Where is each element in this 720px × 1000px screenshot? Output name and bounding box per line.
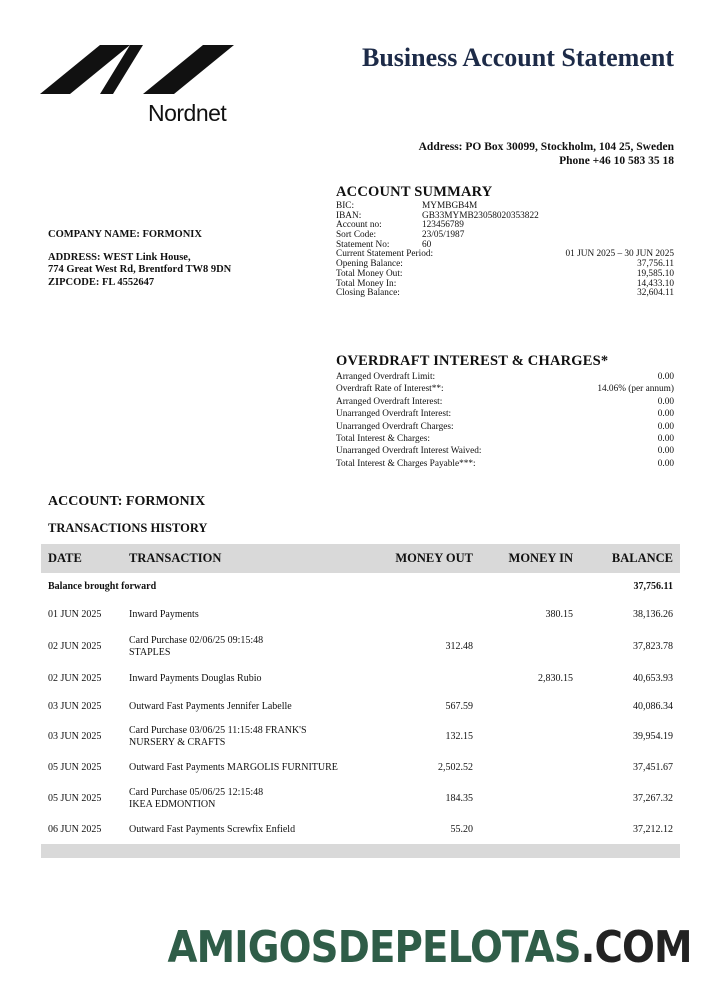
table-row: 03 JUN 2025 Outward Fast Payments Jennifer Labelle 567.59 40,086.34	[48, 700, 673, 712]
watermark-tld: .COM	[580, 922, 692, 973]
bank-address: Address: PO Box 30099, Stockholm, 104 25, Sweden	[418, 141, 674, 153]
summary-total-row: Total Money Out: 19,585.10	[336, 268, 674, 279]
overdraft-row: Total Interest & Charges: 0.00	[336, 433, 674, 444]
table-row: 02 JUN 2025 Inward Payments Douglas Rubio 2,830.15 40,653.93	[48, 672, 673, 684]
watermark	[168, 922, 692, 973]
summary-row: BIC: MYMBGB4M	[336, 201, 478, 211]
header-money-out: MONEY OUT	[395, 551, 473, 565]
header-money-in: MONEY IN	[508, 551, 573, 565]
summary-row: IBAN: GB33MYMB23058020353822	[336, 210, 539, 221]
brought-forward-balance: 37,756.11	[633, 580, 673, 592]
logo-mark-icon	[40, 42, 240, 98]
overdraft-row: Unarranged Overdraft Charges: 0.00	[336, 421, 674, 432]
overdraft-heading: OVERDRAFT INTEREST & CHARGES*	[336, 353, 609, 369]
summary-row: Sort Code: 23/05/1987	[336, 230, 465, 241]
summary-total-row: Closing Balance: 32,604.11	[336, 288, 674, 299]
account-summary-heading: ACCOUNT SUMMARY	[336, 184, 493, 200]
overdraft-section	[336, 353, 674, 470]
header-transaction: TRANSACTION	[129, 551, 222, 565]
document-title: Business Account Statement	[361, 43, 674, 72]
table-footer-bar	[41, 844, 680, 858]
overdraft-row: Total Interest & Charges Payable***: 0.00	[336, 458, 674, 469]
logo-wordmark: Nordnet	[148, 100, 227, 126]
transactions-history-label: TRANSACTIONS HISTORY	[48, 521, 208, 535]
transactions-table	[41, 544, 680, 858]
table-row: 05 JUN 2025 Card Purchase 05/06/25 12:15:48 IKEA EDMONTION 184.35 37,267.32	[48, 787, 673, 810]
overdraft-row: Overdraft Rate of Interest**: 14.06% (per annum)	[336, 384, 674, 395]
table-row: 03 JUN 2025 Card Purchase 03/06/25 11:15:48 FRANK'S NURSERY & CRAFTS 132.15 39,954.19	[48, 725, 673, 748]
company-name: COMPANY NAME: FORMONIX	[48, 229, 202, 240]
bank-phone: Phone +46 10 583 35 18	[559, 155, 674, 167]
header-balance: BALANCE	[611, 551, 673, 565]
company-zipcode: ZIPCODE: FL 4552647	[48, 276, 155, 288]
overdraft-row: Unarranged Overdraft Interest: 0.00	[336, 409, 674, 420]
brought-forward-label: Balance brought forward	[48, 580, 157, 592]
overdraft-row: Unarranged Overdraft Interest Waived: 0.00	[336, 446, 674, 457]
company-address-line1: ADDRESS: WEST Link House,	[48, 251, 191, 263]
summary-total-row: Total Money In: 14,433.10	[336, 278, 674, 289]
summary-row: Account no: 123456789	[336, 220, 464, 231]
account-summary	[336, 184, 674, 299]
summary-total-row: Opening Balance: 37,756.11	[336, 259, 674, 270]
table-row: 01 JUN 2025 Inward Payments 380.15 38,136.26	[48, 609, 673, 620]
company-details	[48, 229, 231, 289]
account-label: ACCOUNT: FORMONIX	[48, 494, 206, 509]
nordnet-logo	[40, 42, 240, 126]
table-row: 02 JUN 2025 Card Purchase 02/06/25 09:15:48 STAPLES 312.48 37,823.78	[48, 635, 673, 658]
bank-contact	[419, 140, 674, 168]
summary-total-row: Current Statement Period: 01 JUN 2025 – 30 JUN 2025	[336, 249, 674, 260]
table-header	[41, 544, 680, 573]
header-date: DATE	[48, 551, 82, 565]
overdraft-row: Arranged Overdraft Limit: 0.00	[336, 372, 674, 382]
summary-row: Statement No: 60	[336, 239, 432, 250]
table-row: 05 JUN 2025 Outward Fast Payments MARGOLIS FURNITURE 2,502.52 37,451.67	[48, 761, 673, 773]
watermark-main: AMIGOSDEPELOTAS	[167, 922, 581, 973]
brought-forward-row	[41, 573, 680, 600]
table-row: 06 JUN 2025 Outward Fast Payments Screwfix Enfield 55.20 37,212.12	[48, 824, 673, 835]
overdraft-row: Arranged Overdraft Interest: 0.00	[336, 396, 674, 407]
company-address-line2: 774 Great West Rd, Brentford TW8 9DN	[48, 264, 232, 275]
